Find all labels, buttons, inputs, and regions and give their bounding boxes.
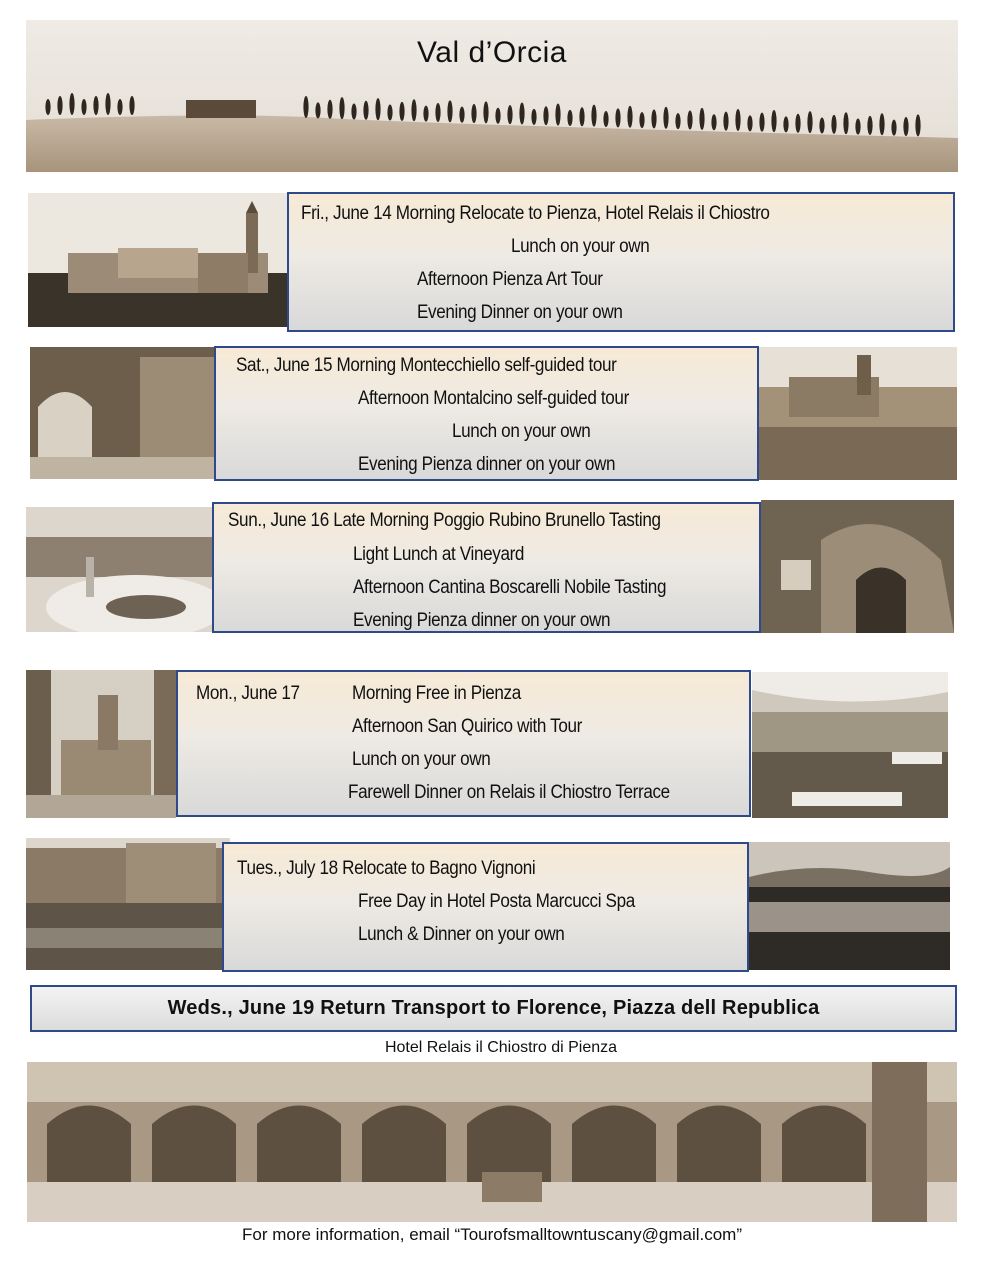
cypress-tree [687,111,692,130]
day-card-sun [212,502,761,633]
bagno-vignoni-photo [26,838,230,970]
cypress-tree [651,109,656,128]
cypress-tree [327,100,332,119]
cypress-tree [675,113,680,129]
cypress-tree [759,113,764,132]
cloister-arch [782,1106,866,1183]
day-line: Afternoon Pienza Art Tour [417,269,603,290]
cypress-tree [399,102,404,121]
cypress-tree [915,114,920,136]
cypress-tree [423,106,428,122]
cypress-tree [93,96,98,115]
pienza-town-photo [28,193,287,327]
cypress-tree [735,109,740,131]
cypress-tree [747,115,752,131]
day-line: Lunch on your own [511,236,650,257]
day-line: Afternoon San Quirico with Tour [352,716,582,737]
cypress-tree [507,105,512,124]
day-card-mon [176,670,751,817]
day-line: Lunch on your own [452,421,591,442]
day-card-sat [214,346,759,481]
arch-street-photo [30,347,214,479]
day-card-tues [222,842,749,972]
cypress-tree [843,112,848,134]
day-line: Sat., June 15 Morning Montecchiello self-guided tour [236,355,617,376]
cypress-tree [315,102,320,118]
day-line: Afternoon Montalcino self-guided tour [358,388,629,409]
day-line: Farewell Dinner on Relais il Chiostro Terrace [348,782,670,803]
cypress-tree [711,114,716,130]
day-line: Mon., June 17 [196,683,300,704]
cypress-tree [45,99,50,115]
contact-footer: For more information, email “Tourofsmalltowntuscany@gmail.com” [241,1225,743,1244]
cypress-tree [819,117,824,133]
cypress-tree [567,110,572,126]
cypress-tree [615,108,620,127]
cypress-tree [519,102,524,124]
cypress-tree [57,96,62,115]
cypress-tree [495,108,500,124]
cypress-tree [117,99,122,115]
day-card-fri [287,192,955,332]
cypress-tree [81,99,86,115]
cypress-tree [375,98,380,120]
cypress-tree [543,106,548,125]
day-line: Evening Pienza dinner on your own [358,454,616,475]
cloister-arch [152,1106,236,1183]
cypress-tree [531,109,536,125]
cloister-arch [47,1106,131,1183]
cypress-tree [627,106,632,128]
cypress-tree [663,107,668,129]
day-line: Light Lunch at Vineyard [353,544,525,565]
cloister-photo [27,1062,957,1222]
stone-house-photo [761,500,954,633]
cypress-tree [69,93,74,115]
cypress-tree [771,110,776,132]
day-line: Morning Free in Pienza [352,683,521,704]
day-line: Sun., June 16 Late Morning Poggio Rubino Brunello Tasting [228,510,661,531]
cypress-tree [855,119,860,135]
spa-pool-photo [749,842,950,970]
cloister-arch [257,1106,341,1183]
cypress-tree [555,104,560,126]
montalcino-photo [759,347,957,480]
cypress-tree [699,108,704,130]
cypress-tree [129,96,134,115]
day-line: Afternoon Cantina Boscarelli Nobile Tasting [353,577,667,598]
day-line: Evening Dinner on your own [417,302,623,323]
cypress-tree [303,96,308,118]
terrace-photo [752,672,948,818]
cypress-tree [459,107,464,123]
wine-table-photo [26,507,212,632]
cloister-arch [362,1106,446,1183]
cypress-tree [339,97,344,119]
day-line: Free Day in Hotel Posta Marcucci Spa [358,891,635,912]
cypress-tree [723,112,728,131]
cypress-tree [591,105,596,127]
cypress-tree [435,103,440,122]
cypress-tree [579,107,584,126]
cypress-tree [867,116,872,135]
day-line: Fri., June 14 Morning Relocate to Pienza, Hotel Relais il Chiostro [301,203,770,224]
cloister-arch [467,1106,551,1183]
cypress-tree [891,120,896,136]
final-day-banner: Weds., June 19 Return Transport to Florence, Piazza dell Republica [30,985,957,1032]
hotel-caption: Hotel Relais il Chiostro di Pienza [384,1039,618,1056]
day-line: Lunch & Dinner on your own [358,924,565,945]
cypress-tree [447,100,452,122]
day-line: Evening Pienza dinner on your own [353,610,611,631]
cypress-tree [831,115,836,134]
day-line: Tues., July 18 Relocate to Bagno Vignoni [237,858,536,879]
cypress-tree [105,93,110,115]
cypress-tree [483,101,488,123]
cypress-tree [795,114,800,133]
cypress-tree [387,105,392,121]
day-line: Lunch on your own [352,749,491,770]
cypress-tree [639,112,644,128]
cloister-arch [572,1106,656,1183]
cloister-arch [677,1106,761,1183]
san-quirico-photo [26,670,176,818]
cypress-tree [363,101,368,120]
page-title: Val d’Orcia [417,36,567,69]
cypress-tree [603,111,608,127]
cypress-tree [879,113,884,135]
cypress-tree [783,116,788,132]
cypress-tree [471,104,476,123]
cypress-tree [351,103,356,119]
cypress-tree [411,99,416,121]
cypress-tree [903,117,908,136]
cypress-tree [807,111,812,133]
